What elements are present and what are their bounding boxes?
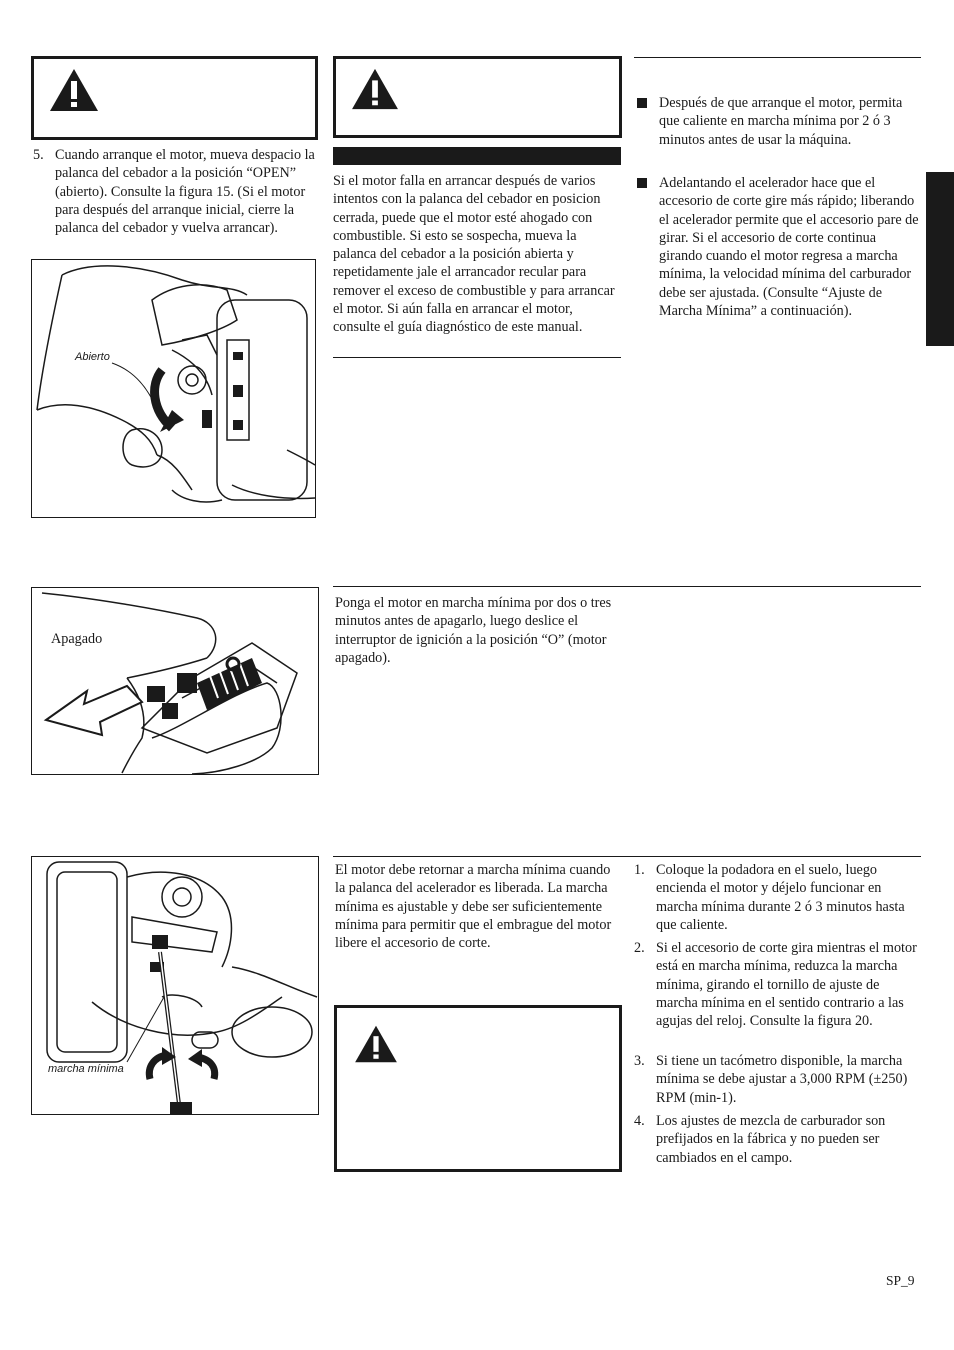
fig15-abierto-label: Abierto — [75, 351, 110, 363]
idle-step-2 — [634, 939, 922, 1030]
page-number: SP_9 — [886, 1273, 915, 1288]
stop-section-rule — [333, 586, 921, 587]
idle-step-3 — [634, 1052, 922, 1107]
idle-step-4-number: 4. — [634, 1113, 645, 1129]
warning-triangle-icon — [351, 1024, 401, 1064]
idle-step-2-text: Si el accesorio de corte gira mientras el motor está en marcha mínima, reduzca la marcha mínima, girando el tornillo de ajuste de marcha mínima en el sentido contrario a las agujas del reloj. Consulte la figura 20. — [656, 940, 917, 1030]
idle-step-2-number: 2. — [634, 940, 645, 956]
idle-step-4 — [634, 1112, 922, 1167]
bullet-square-icon — [637, 178, 647, 188]
figure-ignition-off — [31, 587, 319, 775]
switch-illustration — [32, 588, 319, 775]
figure-20-idle-screw — [31, 856, 319, 1115]
warning-box-2 — [333, 56, 622, 138]
idle-intro-text: El motor debe retornar a marcha mínima cuando la palanca del acelerador es liberada. La marcha mínima es ajustable y debe ser suficientemente mínima para permitir que el embrague del motor libere el accesorio de corte. — [335, 862, 612, 952]
idle-step-1 — [634, 861, 922, 934]
warning-triangle-icon — [48, 67, 100, 113]
bullet-item-2 — [637, 174, 921, 320]
flooded-engine-header-bar — [333, 147, 621, 165]
flooded-engine-text: Si el motor falla en arrancar después de varios intentos con la palanca del cebador en posicion cerrada, puede que el motor esté ahogado con combustible. Si esto se sospecha, mueva la palanca del cebador a la posición abierta y repetidamente jale el arrancador recular para remover el exceso de combustible y para arrancar el motor. Si aún falla en arrancar el motor, consulte el guía diagnóstico de este manual. — [333, 173, 615, 336]
step-5-text: Cuando arranque el motor, mueva despacio la palanca del cebador a la posición “OPEN” (abierto). Consulte la figura 15. (Si el motor para después del arranque inicial, cierre la palanca del cebador y vuelva arrancar). — [55, 147, 315, 237]
warning-triangle-icon — [350, 67, 400, 111]
warning-box-1 — [31, 56, 318, 140]
idle-section-rule — [333, 856, 921, 857]
idle-step-4-text: Los ajustes de mezcla de carburador son prefijados en la fábrica y no pueden ser cambiados en el campo. — [656, 1113, 886, 1166]
section-side-tab — [926, 172, 954, 346]
fig20-marcha-minima-label: marcha mínima — [48, 1063, 124, 1075]
figure-15-choke — [31, 259, 316, 518]
bullet-square-icon — [637, 98, 647, 108]
stop-engine-text: Ponga el motor en marcha mínima por dos o tres minutos antes de apagarlo, luego deslice el interruptor de ignición a la posición “O” (motor apagado). — [335, 595, 612, 666]
col3-top-rule — [634, 57, 921, 58]
bullet-item-1 — [637, 94, 921, 149]
step-5-number: 5. — [33, 147, 44, 163]
idle-step-3-number: 3. — [634, 1053, 645, 1069]
idle-step-1-text: Coloque la podadora en el suelo, luego encienda el motor y déjelo funcionar en marcha mínima durante 2 ó 3 minutos hasta que caliente. — [656, 862, 905, 933]
idle-step-3-text: Si tiene un tacómetro disponible, la marcha mínima se debe ajustar a 3,000 RPM (±250) RPM (min-1). — [656, 1053, 908, 1106]
flooded-section-rule — [333, 357, 621, 358]
bullet-2-text: Adelantando el acelerador hace que el accesorio de corte gire más rápido; liberando el acelerador permite que el accesorio pare de girar. Si el accesorio de corte continua girando cuando el motor regresa a marcha mínima, la velocidad mínima del carburador debe ser ajustada. (Consulte “Ajuste de Marcha Mínima” a continuación). — [659, 175, 919, 320]
choke-illustration — [32, 260, 316, 518]
idle-step-1-number: 1. — [634, 862, 645, 878]
fig-apagado-label: Apagado — [51, 631, 103, 647]
idle-screw-illustration — [32, 857, 319, 1115]
bullet-1-text: Después de que arranque el motor, permita que caliente en marcha mínima por 2 ó 3 minutos antes de usar la máquina. — [659, 95, 903, 148]
warning-box-3 — [334, 1005, 622, 1172]
step-5 — [33, 146, 315, 237]
